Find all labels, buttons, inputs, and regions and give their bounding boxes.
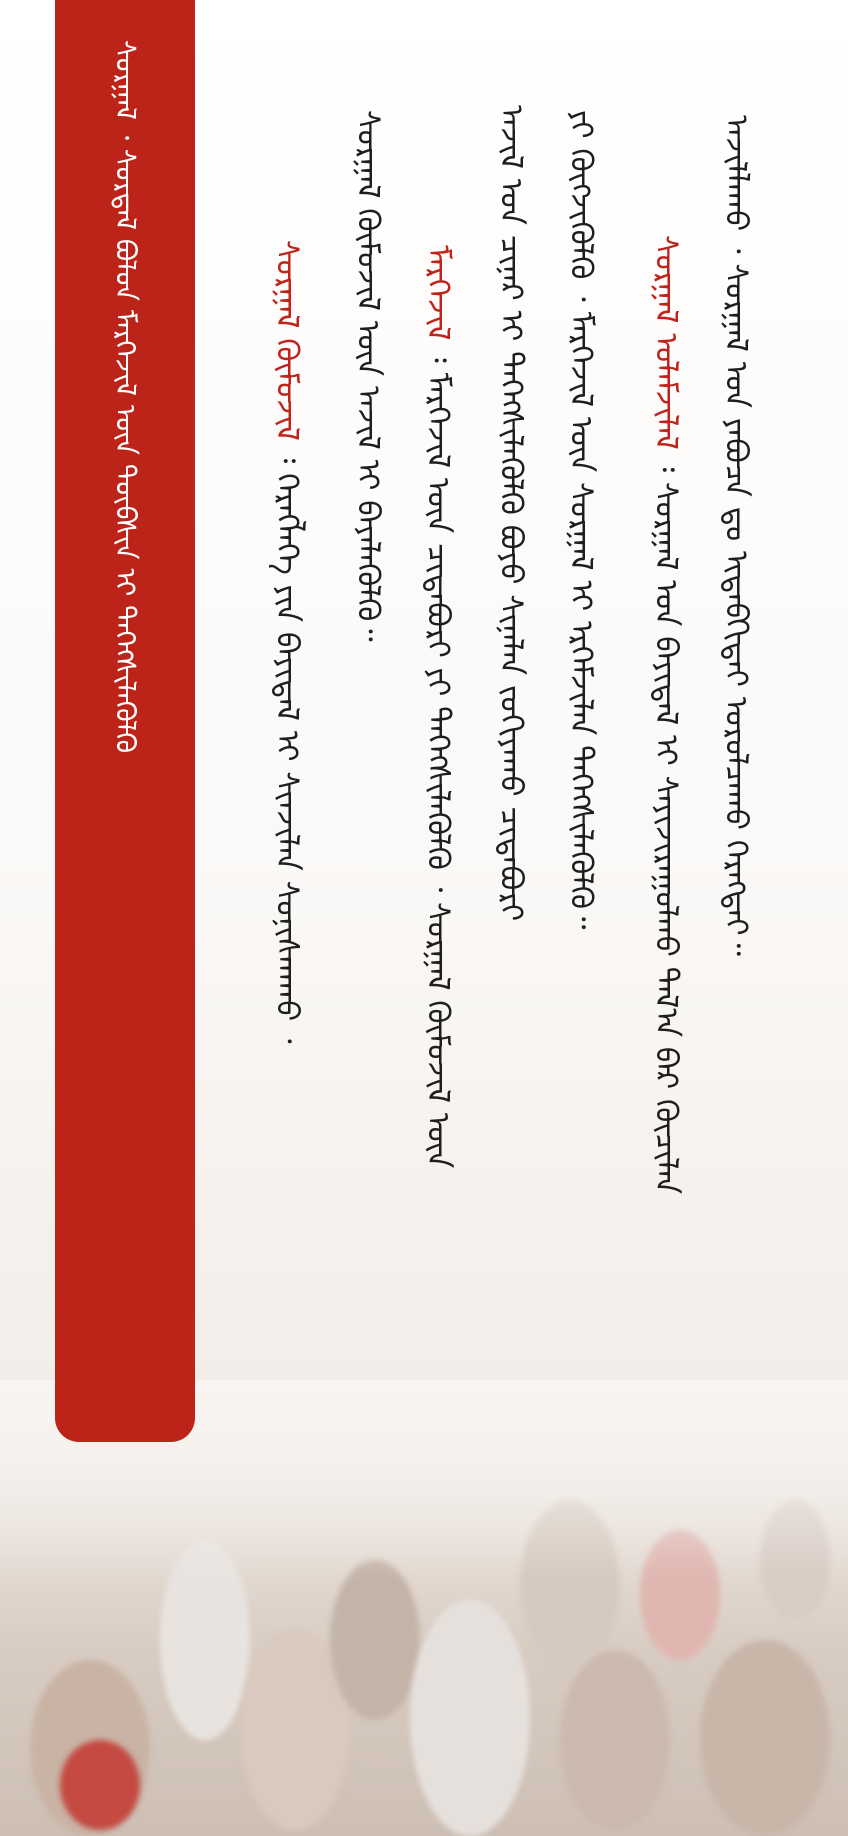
title-banner: [55, 0, 195, 1442]
text-column-7: [718, 115, 754, 956]
banner-title: ᠰᠤᠷᠭᠠᠯ ᠂ ᠰᠤᠷᠲᠠᠯ ᠪᠣᠯᠤᠨ ᠮᠡᠷᠭᠡᠵᠢᠯ ᠦᠨ ᠲᠦᠪᠰᠢᠨ ᠢ ᠳᠡᠭᠡᠭᠰᠢᠯᠡᠭᠦᠯᠬᠦ: [109, 40, 142, 754]
column-text: ᠄ ᠰᠤᠷᠭᠠᠯ ᠤᠨ ᠪᠠᠶᠢᠳᠠᠯ ᠢ ᠰᠠᠶᠢᠵᠢᠷᠠᠭᠤᠯᠬᠤ ᠲᠠᠯ᠎ᠠ ᠪᠡᠷ ᠬᠦᠴᠢᠯᠡᠨ: [648, 449, 684, 1195]
text-column-1: [269, 240, 305, 1044]
highlight-term: ᠰᠤᠷᠭᠠᠯ ᠤᠯᠠᠮᠵᠢᠯᠠᠯ: [648, 235, 684, 450]
column-text: ᠄ ᠮᠡᠷᠭᠡᠵᠢᠯ ᠦᠨ ᠴᠢᠳᠠᠪᠤᠷᠢ ᠶᠢ ᠳᠡᠭᠡᠭᠰᠢᠯᠡᠭᠦᠯᠬᠦ ᠂ ᠰᠤᠷᠭᠠᠯ ᠬᠦᠮᠦᠵᠢᠯ ᠦᠨ: [420, 340, 456, 1169]
column-text: ᠠᠵᠢᠯ ᠤᠨ ᠴᠢᠨᠠᠷ ᠢ ᠳᠡᠭᠡᠭᠰᠢᠯᠡᠭᠦᠯᠬᠦ ᠪᠤᠶᠤ ᠰᠢᠨᠡᠯᠡᠨ ᠵᠣᠬᠢᠶᠠᠬᠤ ᠴᠢᠳᠠᠪᠤᠷᠢ: [493, 105, 529, 922]
column-text: ᠠᠵᠢᠯᠯᠠᠬᠤ ᠂ ᠰᠤᠷᠭᠠᠯ ᠤᠨ ᠶᠠᠪᠤᠴᠠ ᠳᠤ ᠢᠳᠡᠪᠬᠢᠲᠡᠶ ᠣᠷᠣᠯᠴᠠᠬᠤ ᠬᠡᠷᠡᠭᠲᠡᠶ᠃: [718, 115, 754, 956]
column-text: ᠶᠢ ᠬᠥᠭᠵᠢᠭᠦᠯᠬᠦ ᠂ ᠮᠡᠷᠭᠡᠵᠢᠯ ᠦᠨ ᠰᠤᠷᠭᠠᠯ ᠢ ᠡᠷᠭᠡᠮᠵᠢᠯᠡᠨ ᠳᠡᠭᠡᠭᠰᠢᠯᠡᠭᠦᠯᠬᠦ᠃: [563, 110, 599, 930]
text-column-5: [563, 110, 599, 930]
crowd-photo: [0, 1380, 848, 1836]
column-text: ᠄ ᠬᠡᠷᠡᠭᠯᠡᠭᠡ ᠶᠢᠨ ᠪᠠᠶᠢᠳᠠᠯ ᠢ ᠰᠢᠨᠵᠢᠯᠡᠨ ᠰᠣᠨᠢᠰᠬᠠᠬᠤ ᠂: [269, 440, 305, 1044]
highlight-term: ᠰᠤᠷᠭᠠᠯ ᠬᠦᠮᠦᠵᠢᠯ: [269, 240, 305, 441]
text-column-3: [420, 245, 456, 1169]
text-column-2: [350, 110, 386, 642]
text-column-4: [493, 105, 529, 922]
column-text: ᠰᠤᠷᠭᠠᠯ ᠬᠦᠮᠦᠵᠢᠯ ᠦᠨ ᠠᠵᠢᠯ ᠢ ᠪᠡᠶᠡᠯᠡᠭᠦᠯᠬᠦ᠃: [350, 110, 386, 642]
text-column-6: [648, 235, 684, 1195]
highlight-term: ᠮᠡᠷᠭᠡᠵᠢᠯ: [420, 245, 456, 341]
